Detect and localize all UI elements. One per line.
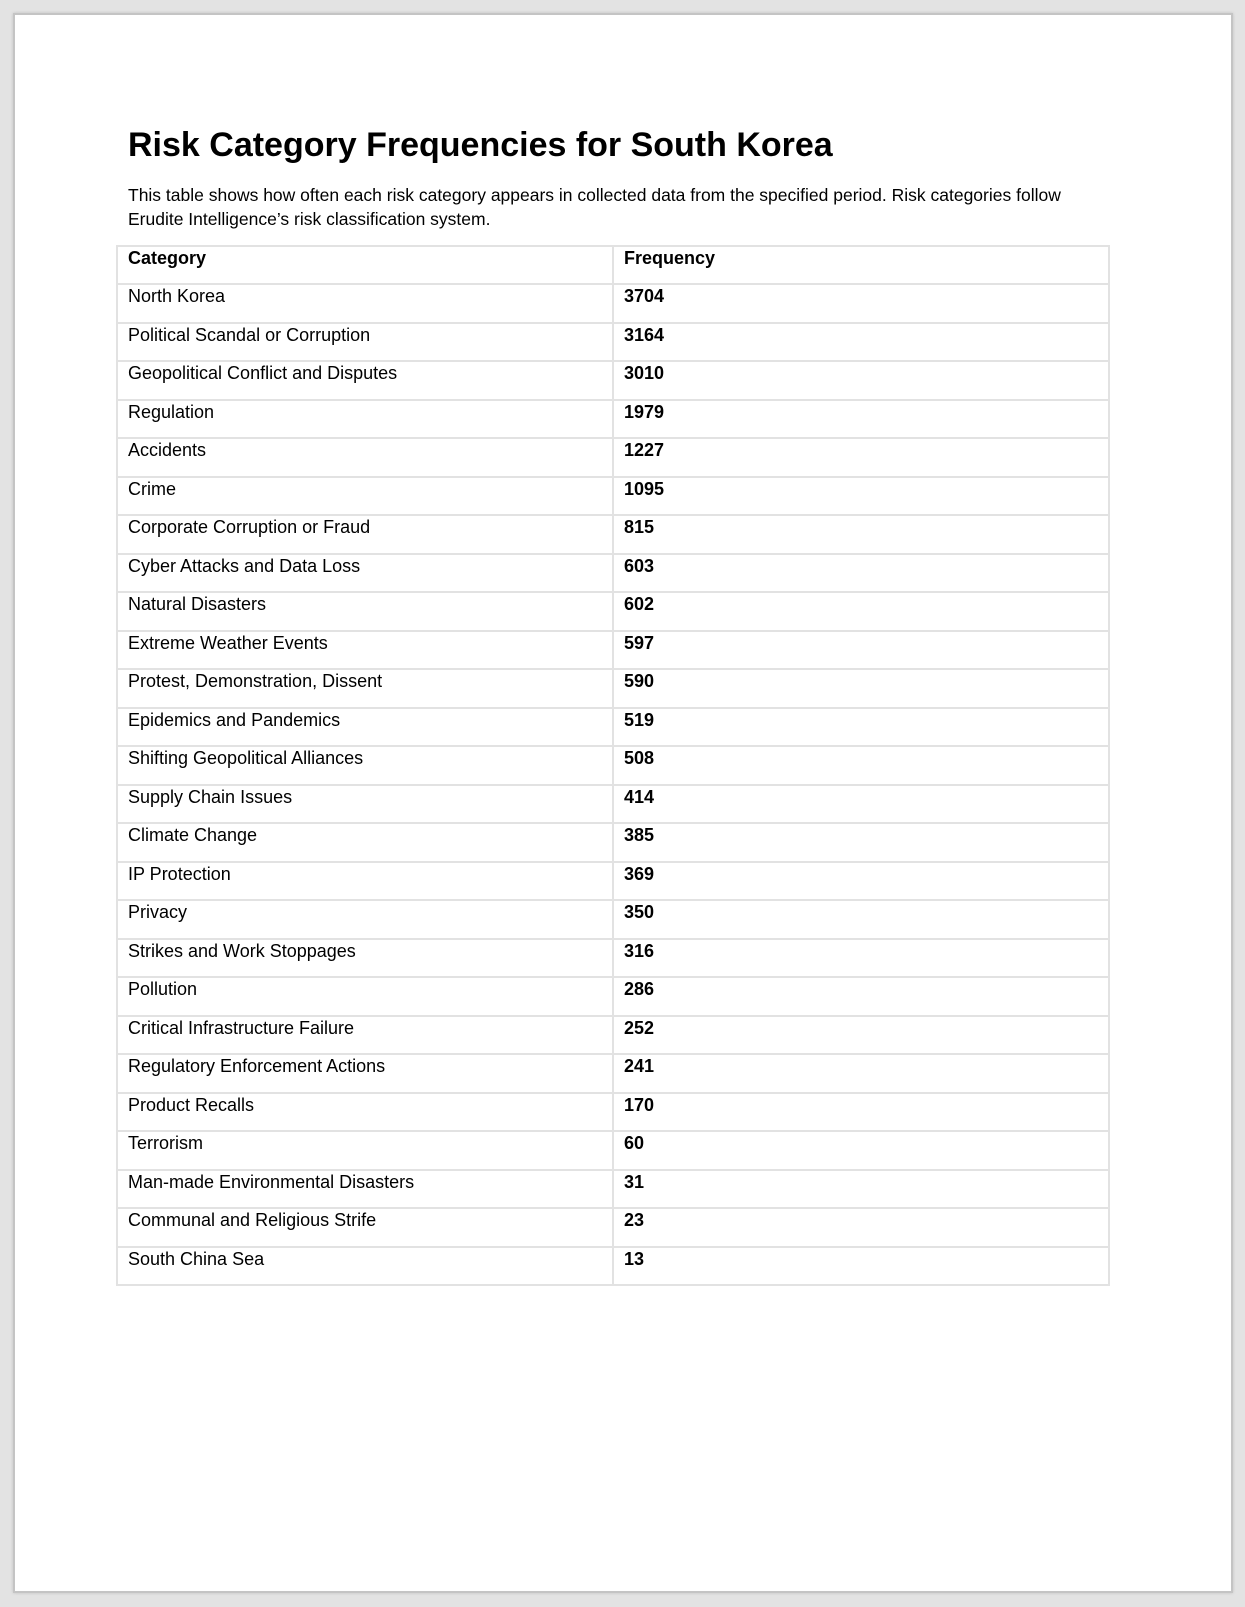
- table-row: [117, 1247, 1109, 1286]
- column-header-frequency: Frequency: [613, 246, 1109, 284]
- frequency-cell: 286: [613, 977, 1109, 1016]
- frequency-cell: 519: [613, 708, 1109, 747]
- table-row: [117, 400, 1109, 439]
- table-row: [117, 1093, 1109, 1132]
- table-row: [117, 977, 1109, 1016]
- category-cell: Protest, Demonstration, Dissent: [117, 669, 613, 708]
- category-cell: Extreme Weather Events: [117, 631, 613, 670]
- table-row: [117, 669, 1109, 708]
- category-cell: Geopolitical Conflict and Disputes: [117, 361, 613, 400]
- page-title: Risk Category Frequencies for South Korea: [128, 126, 833, 164]
- category-cell: Shifting Geopolitical Alliances: [117, 746, 613, 785]
- table-row: [117, 1131, 1109, 1170]
- table-header-row: [117, 246, 1109, 284]
- frequency-cell: 508: [613, 746, 1109, 785]
- frequency-cell: 1095: [613, 477, 1109, 516]
- category-cell: Accidents: [117, 438, 613, 477]
- table-row: [117, 785, 1109, 824]
- category-cell: Man-made Environmental Disasters: [117, 1170, 613, 1209]
- frequency-cell: 23: [613, 1208, 1109, 1247]
- category-cell: Regulation: [117, 400, 613, 439]
- table-row: [117, 1208, 1109, 1247]
- frequency-cell: 603: [613, 554, 1109, 593]
- table-description: This table shows how often each risk category appears in collected data from the specified period. Risk categories follow Erudite Intelligence’s risk classification system.: [128, 185, 1061, 229]
- frequency-cell: 385: [613, 823, 1109, 862]
- risk-frequency-table: [116, 245, 1110, 1286]
- table-row: [117, 323, 1109, 362]
- frequency-cell: 602: [613, 592, 1109, 631]
- frequency-cell: 1979: [613, 400, 1109, 439]
- category-cell: Supply Chain Issues: [117, 785, 613, 824]
- category-cell: Strikes and Work Stoppages: [117, 939, 613, 978]
- table-row: [117, 823, 1109, 862]
- category-cell: Product Recalls: [117, 1093, 613, 1132]
- table-row: [117, 746, 1109, 785]
- table-row: [117, 554, 1109, 593]
- category-cell: Terrorism: [117, 1131, 613, 1170]
- frequency-cell: 252: [613, 1016, 1109, 1055]
- table-row: [117, 708, 1109, 747]
- frequency-cell: 369: [613, 862, 1109, 901]
- table-row: [117, 515, 1109, 554]
- table-row: [117, 438, 1109, 477]
- category-cell: North Korea: [117, 284, 613, 323]
- frequency-cell: 316: [613, 939, 1109, 978]
- column-header-category: Category: [117, 246, 613, 284]
- frequency-cell: 350: [613, 900, 1109, 939]
- category-cell: Critical Infrastructure Failure: [117, 1016, 613, 1055]
- table-row: [117, 862, 1109, 901]
- frequency-cell: 13: [613, 1247, 1109, 1286]
- table-row: [117, 284, 1109, 323]
- document-page: [13, 13, 1233, 1593]
- table-row: [117, 1016, 1109, 1055]
- frequency-cell: 170: [613, 1093, 1109, 1132]
- frequency-cell: 3704: [613, 284, 1109, 323]
- table-row: [117, 900, 1109, 939]
- frequency-cell: 3010: [613, 361, 1109, 400]
- category-cell: South China Sea: [117, 1247, 613, 1286]
- table-row: [117, 939, 1109, 978]
- category-cell: Climate Change: [117, 823, 613, 862]
- table-row: [117, 361, 1109, 400]
- table-row: [117, 631, 1109, 670]
- table-row: [117, 592, 1109, 631]
- category-cell: Cyber Attacks and Data Loss: [117, 554, 613, 593]
- category-cell: Epidemics and Pandemics: [117, 708, 613, 747]
- table-row: [117, 1054, 1109, 1093]
- frequency-cell: 1227: [613, 438, 1109, 477]
- category-cell: IP Protection: [117, 862, 613, 901]
- frequency-cell: 241: [613, 1054, 1109, 1093]
- table-body: [117, 284, 1109, 1285]
- category-cell: Corporate Corruption or Fraud: [117, 515, 613, 554]
- category-cell: Communal and Religious Strife: [117, 1208, 613, 1247]
- category-cell: Pollution: [117, 977, 613, 1016]
- frequency-cell: 31: [613, 1170, 1109, 1209]
- frequency-cell: 590: [613, 669, 1109, 708]
- category-cell: Privacy: [117, 900, 613, 939]
- category-cell: Regulatory Enforcement Actions: [117, 1054, 613, 1093]
- category-cell: Crime: [117, 477, 613, 516]
- category-cell: Political Scandal or Corruption: [117, 323, 613, 362]
- frequency-cell: 3164: [613, 323, 1109, 362]
- frequency-cell: 60: [613, 1131, 1109, 1170]
- table-row: [117, 477, 1109, 516]
- category-cell: Natural Disasters: [117, 592, 613, 631]
- frequency-cell: 597: [613, 631, 1109, 670]
- table-row: [117, 1170, 1109, 1209]
- frequency-cell: 815: [613, 515, 1109, 554]
- frequency-cell: 414: [613, 785, 1109, 824]
